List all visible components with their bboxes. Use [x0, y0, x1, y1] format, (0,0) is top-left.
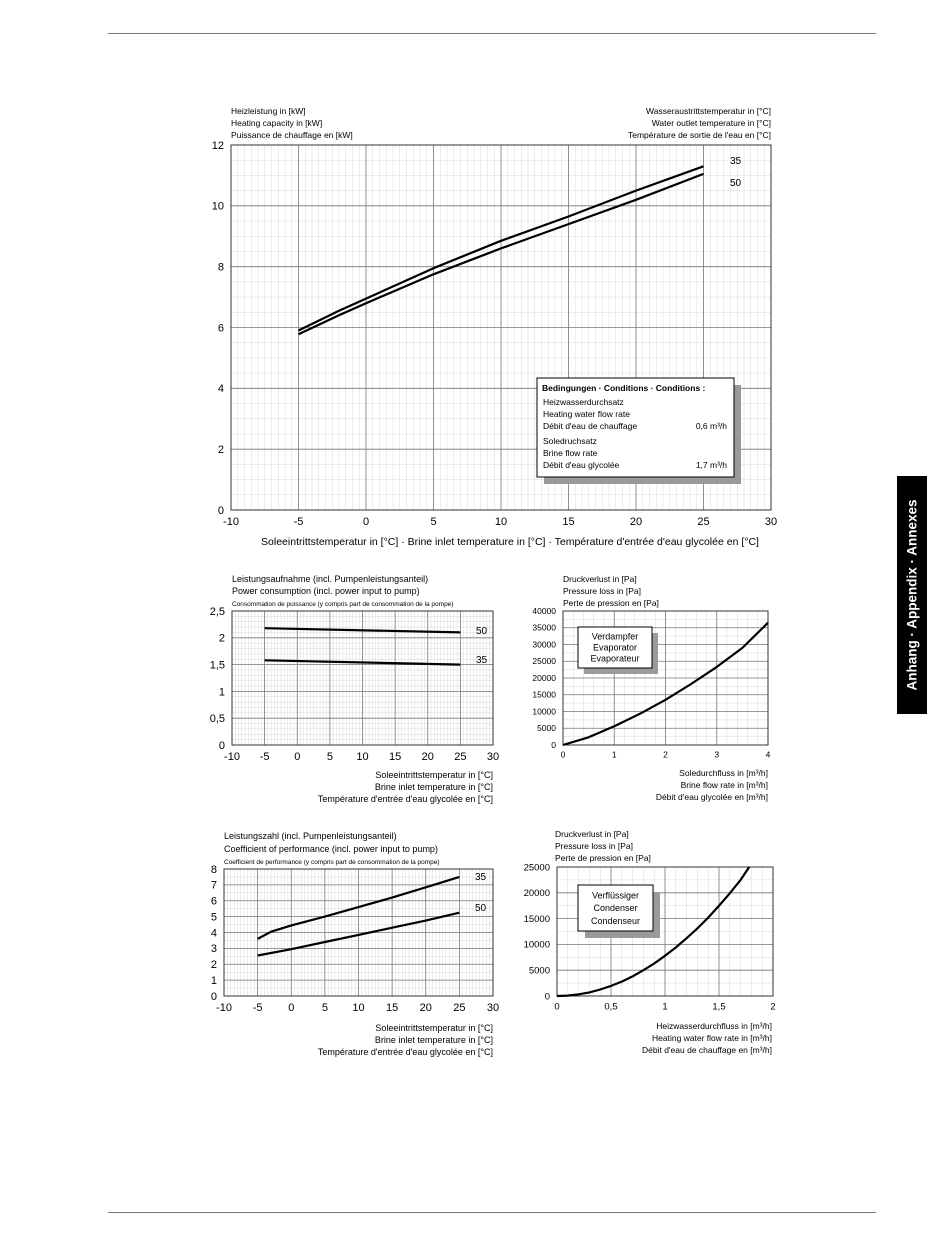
- x-tick-label: 3: [714, 749, 720, 760]
- x-tick-label: -5: [259, 751, 270, 763]
- y-tick-label: 10000: [532, 706, 556, 717]
- y-axis-title: Pressure loss in [Pa]: [563, 586, 641, 596]
- y-tick-label: 5: [210, 911, 217, 924]
- y-tick-label: 0: [544, 991, 550, 1003]
- y-axis-title: Coefficient of performance (incl. power input to pump): [224, 844, 438, 854]
- x-axis-title: Soledurchfluss in [m³/h]: [679, 768, 768, 778]
- y-axis-title: Druckverlust in [Pa]: [555, 829, 629, 839]
- x-tick-label: -10: [224, 751, 240, 763]
- y-axis-title: Druckverlust in [Pa]: [563, 574, 637, 584]
- x-tick-label: 0,5: [604, 1001, 618, 1013]
- x-tick-label: -10: [216, 1002, 232, 1014]
- x-tick-label: 30: [486, 1002, 500, 1014]
- x-axis-title: Brine flow rate in [m³/h]: [680, 780, 768, 790]
- conditions-title: Bedingungen · Conditions · Conditions :: [542, 383, 706, 393]
- chart-heating: [212, 106, 777, 548]
- x-tick-label: 25: [697, 516, 710, 528]
- y-tick-label: 7: [210, 879, 217, 892]
- x-tick-label: 2: [770, 1001, 776, 1013]
- series-label: 35: [476, 655, 488, 666]
- chart-power: [210, 574, 499, 804]
- y-axis-title: Heating capacity in [kW]: [231, 118, 323, 128]
- label-box-text: Verflüssiger: [591, 890, 640, 901]
- x-tick-label: 20: [629, 516, 643, 528]
- x-axis-title: Soleeintrittstemperatur in [°C] · Brine inlet temperature in [°C] · Température d'entrée d'eau glycolée en [°C]: [261, 536, 759, 548]
- side-tab-label: Anhang · Appendix · Annexes: [904, 499, 920, 691]
- x-tick-label: 30: [764, 516, 778, 528]
- chart-evap: [532, 574, 770, 802]
- x-tick-label: 0: [554, 1001, 560, 1013]
- x-axis-title: Débit d'eau de chauffage en [m³/h]: [642, 1045, 772, 1055]
- y-tick-label: 10: [211, 200, 224, 213]
- y-tick-label: 20000: [532, 672, 556, 683]
- x-axis-title: Heating water flow rate in [m³/h]: [652, 1033, 772, 1043]
- conditions-label: Heating water flow rate: [543, 409, 630, 419]
- conditions-value: 1,7 m³/h: [695, 460, 727, 470]
- x-tick-label: 10: [356, 751, 369, 763]
- label-box-text: Evaporator: [592, 642, 638, 653]
- series-label: 35: [730, 156, 742, 167]
- x-tick-label: -5: [252, 1002, 263, 1014]
- label-box-text: Verdampfer: [591, 631, 639, 642]
- x-tick-label: 1: [611, 749, 617, 760]
- legend-title: Température de sortie de l'eau en [°C]: [628, 130, 771, 140]
- x-tick-label: 5: [321, 1002, 328, 1014]
- y-tick-label: 5000: [537, 723, 556, 734]
- label-box-text: Evaporateur: [590, 653, 640, 664]
- y-tick-label: 3: [210, 943, 217, 956]
- x-tick-label: 15: [386, 1002, 399, 1014]
- y-tick-label: 2: [217, 444, 224, 457]
- y-tick-label: 20000: [523, 888, 550, 900]
- chart-cond: [524, 829, 776, 1055]
- x-tick-label: 30: [486, 751, 500, 763]
- y-tick-label: 2: [218, 632, 225, 645]
- x-tick-label: 25: [454, 751, 467, 763]
- legend-title: Water outlet temperature in [°C]: [651, 118, 771, 128]
- y-tick-label: 8: [210, 863, 217, 876]
- x-axis-title: Température d'entrée d'eau glycolée en [°C]: [317, 1047, 493, 1057]
- x-tick-label: 4: [765, 749, 771, 760]
- y-tick-label: 15000: [523, 913, 550, 925]
- x-axis-title: Brine inlet temperature in [°C]: [374, 1035, 493, 1045]
- y-tick-label: 1,5: [209, 659, 225, 672]
- x-axis-title: Soleeintrittstemperatur in [°C]: [375, 1023, 493, 1033]
- x-tick-label: 0: [288, 1002, 295, 1014]
- x-axis-title: Brine inlet temperature in [°C]: [374, 782, 493, 792]
- legend-title: Wasseraustrittstemperatur in [°C]: [646, 106, 771, 116]
- label-box-text: Condenser: [593, 903, 638, 914]
- series-label: 50: [476, 626, 488, 637]
- y-axis-title: Heizleistung in [kW]: [231, 106, 306, 116]
- y-axis-title: Power consumption (incl. power input to pump): [232, 586, 420, 596]
- x-axis-title: Heizwasserdurchfluss in [m³/h]: [656, 1021, 772, 1031]
- y-axis-title: Perte de pression en [Pa]: [555, 853, 651, 863]
- y-tick-label: 5000: [528, 965, 550, 977]
- y-tick-label: 15000: [532, 689, 556, 700]
- y-tick-label: 1: [218, 686, 225, 699]
- series-label: 50: [730, 178, 742, 189]
- x-axis-title: Soleeintrittstemperatur in [°C]: [375, 770, 493, 780]
- y-tick-label: 2: [210, 959, 217, 972]
- conditions-label: Débit d'eau glycolée: [543, 460, 620, 470]
- x-tick-label: 15: [389, 751, 402, 763]
- y-tick-label: 4: [210, 927, 217, 940]
- x-axis-title: Température d'entrée d'eau glycolée en [°C]: [317, 794, 493, 804]
- y-tick-label: 40000: [532, 605, 556, 616]
- y-tick-label: 10000: [523, 939, 550, 951]
- x-tick-label: 0: [560, 749, 566, 760]
- x-tick-label: 2: [663, 749, 668, 760]
- x-tick-label: 5: [430, 516, 437, 528]
- x-tick-label: 10: [494, 516, 508, 528]
- x-tick-label: 10: [352, 1002, 365, 1014]
- conditions-label: Débit d'eau de chauffage: [543, 421, 638, 431]
- x-tick-label: 1: [662, 1001, 668, 1013]
- conditions-label: Soledruchsatz: [543, 436, 597, 446]
- x-tick-label: 5: [326, 751, 333, 763]
- x-tick-label: -5: [293, 516, 304, 528]
- series-label: 35: [475, 872, 487, 883]
- y-axis-title: Puissance de chauffage en [kW]: [231, 130, 353, 140]
- x-axis-title: Débit d'eau glycolée en [m³/h]: [655, 792, 768, 802]
- x-tick-label: 20: [419, 1002, 432, 1014]
- x-tick-label: 0: [362, 516, 370, 528]
- y-tick-label: 6: [217, 322, 224, 335]
- y-axis-title: Leistungszahl (incl. Pumpenleistungsanteil): [224, 831, 397, 841]
- y-tick-label: 6: [210, 895, 217, 908]
- x-tick-label: 1,5: [712, 1001, 726, 1013]
- x-tick-label: 20: [421, 751, 434, 763]
- y-tick-label: 0,5: [209, 713, 225, 726]
- series-label: 50: [475, 903, 487, 914]
- y-tick-label: 8: [217, 261, 224, 274]
- y-tick-label: 0: [217, 504, 224, 517]
- y-tick-label: 4: [217, 383, 224, 396]
- y-tick-label: 12: [211, 139, 224, 152]
- conditions-label: Heizwasserdurchsatz: [543, 397, 624, 407]
- y-tick-label: 0: [551, 739, 556, 750]
- label-box-text: Condenseur: [590, 915, 641, 926]
- x-tick-label: -10: [223, 516, 239, 528]
- x-tick-label: 0: [294, 751, 301, 763]
- y-tick-label: 30000: [532, 639, 556, 650]
- x-tick-label: 25: [453, 1002, 466, 1014]
- y-tick-label: 0: [210, 990, 217, 1003]
- y-tick-label: 1: [210, 974, 217, 987]
- y-axis-title: Consommation de puissance (y compris part de consommation de la pompe): [232, 601, 454, 608]
- y-tick-label: 0: [218, 739, 225, 752]
- x-tick-label: 15: [562, 516, 575, 528]
- y-tick-label: 2,5: [209, 605, 225, 618]
- conditions-value: 0,6 m³/h: [695, 421, 727, 431]
- y-tick-label: 35000: [532, 622, 556, 633]
- conditions-label: Brine flow rate: [543, 448, 598, 458]
- y-axis-title: Perte de pression en [Pa]: [563, 598, 659, 608]
- y-axis-title: Leistungsaufnahme (incl. Pumpenleistungsanteil): [232, 574, 429, 584]
- chart-cop: [211, 831, 499, 1057]
- y-axis-title: Pressure loss in [Pa]: [555, 841, 633, 851]
- y-axis-title: Coefficient de performance (y compris part de consommation de la pompe): [224, 859, 440, 866]
- y-tick-label: 25000: [532, 656, 556, 667]
- y-tick-label: 25000: [523, 862, 550, 874]
